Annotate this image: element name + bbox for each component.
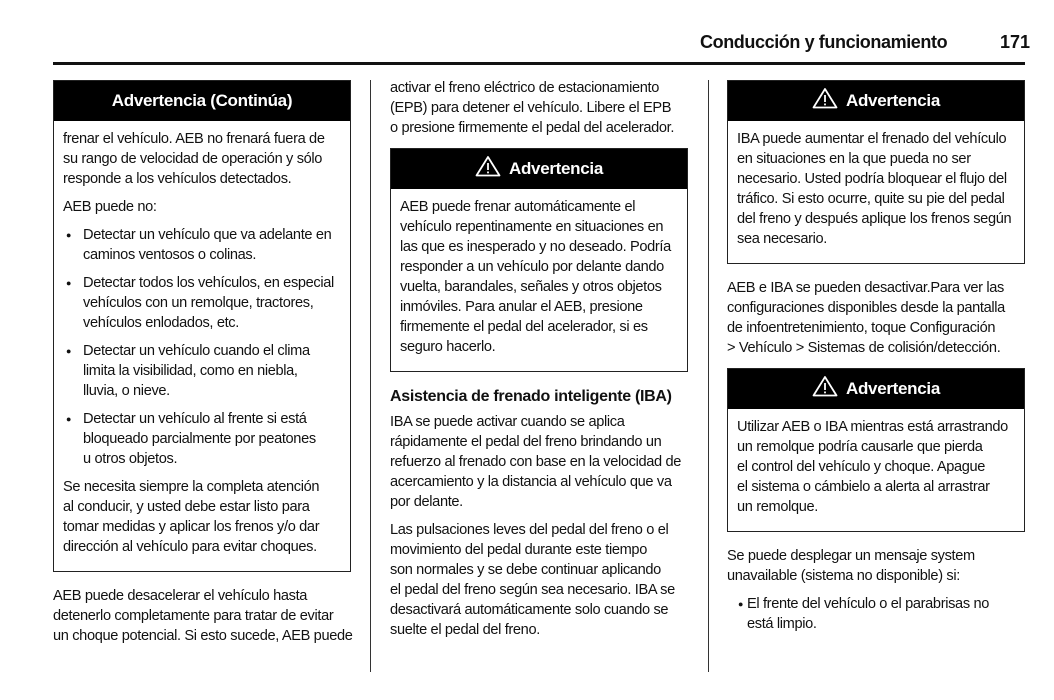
- text-line: AEB puede no:: [63, 199, 157, 215]
- page-number: 171: [1000, 32, 1031, 52]
- text-line: bloqueado parcialmente por peatones: [83, 431, 316, 447]
- warning-header: [728, 369, 1024, 409]
- bullet-text: [83, 273, 334, 333]
- warning-title: Advertencia (Continúa): [111, 91, 293, 110]
- text-line: unavailable (sistema no disponible) si:: [727, 568, 960, 584]
- text-line: IBA se puede activar cuando se aplica: [390, 414, 625, 430]
- text-line: dirección al vehículo para evitar choques.: [63, 539, 317, 555]
- text-line: al conducir, y usted debe estar listo para: [63, 499, 310, 515]
- paragraph: [727, 278, 1025, 358]
- text-line: el sistema o cámbielo a alerta al arrastrar: [737, 479, 990, 495]
- text-line: lluvia, o nieve.: [83, 383, 170, 399]
- warning-box: [390, 148, 688, 372]
- text-line: suelte el pedal del freno.: [390, 622, 540, 638]
- text-line: AEB puede frenar automáticamente el: [400, 199, 636, 215]
- bullet-item: [63, 409, 341, 469]
- text-line: responder a un vehículo por delante dando: [400, 259, 664, 275]
- bullet-item: [63, 225, 341, 265]
- text-line: IBA puede aumentar el frenado del vehículo: [737, 131, 1007, 147]
- text-line: Las pulsaciones leves del pedal del freno o el: [390, 522, 669, 538]
- text-line: de infoentretenimiento, toque Configuración: [727, 320, 996, 336]
- paragraph: [737, 417, 1015, 517]
- paragraph: [390, 78, 688, 138]
- bullet-item: [727, 594, 1025, 634]
- warning-box: [53, 80, 351, 572]
- text-line: inmóviles. Para anular el AEB, presione: [400, 299, 643, 315]
- warning-body: [54, 121, 350, 571]
- text-line: Detectar todos los vehículos, en especial: [83, 275, 334, 291]
- text-line: las que es inesperado y no deseado. Podría: [400, 239, 671, 255]
- text-line: está limpio.: [747, 616, 817, 632]
- text-line: tráfico. Si esto ocurre, quite su pie del pedal: [737, 191, 1005, 207]
- column-1: [53, 78, 351, 654]
- text-line: vehículo repentinamente en situaciones en: [400, 219, 664, 235]
- text-line: firmemente el pedal del acelerador, si es: [400, 319, 648, 335]
- text-line: o presione firmemente el pedal del acelerador.: [390, 120, 675, 136]
- text-line: configuraciones disponibles desde la pantalla: [727, 300, 1005, 316]
- warning-triangle-icon: [812, 91, 846, 110]
- text-line: por delante.: [390, 494, 463, 510]
- text-line: Detectar un vehículo cuando el clima: [83, 343, 310, 359]
- text-line: Detectar un vehículo al frente si está: [83, 411, 307, 427]
- paragraph: [390, 520, 688, 640]
- section-title: Conducción y funcionamiento: [700, 32, 948, 52]
- bullet-icon: ●: [738, 599, 744, 609]
- text-line: sea necesario.: [737, 231, 828, 247]
- text-line: > Vehículo > Sistemas de colisión/detección.: [727, 340, 1001, 356]
- text-line: El frente del vehículo o el parabrisas no: [747, 596, 990, 612]
- bullet-icon: ●: [66, 414, 72, 424]
- text-line: seguro hacerlo.: [400, 339, 496, 355]
- text-line: movimiento del pedal durante este tiempo: [390, 542, 647, 558]
- bullet-text: [747, 594, 989, 634]
- warning-box: [727, 368, 1025, 532]
- paragraph: [63, 477, 341, 557]
- warning-title: Advertencia: [845, 91, 941, 110]
- text-line: AEB puede desacelerar el vehículo hasta: [53, 588, 308, 604]
- paragraph: [737, 129, 1015, 249]
- text-line: el pedal del freno según sea necesario. IBA se: [390, 582, 675, 598]
- text-line: acercamiento y la distancia al vehículo que va: [390, 474, 672, 490]
- text-line: caminos ventosos o colinas.: [83, 247, 257, 263]
- text-line: AEB e IBA se pueden desactivar.Para ver las: [727, 280, 1004, 296]
- text-line: activar el freno eléctrico de estacionamiento: [390, 80, 659, 96]
- warning-body: [391, 189, 687, 371]
- text-line: vehículos enlodados, etc.: [83, 315, 239, 331]
- text-line: (EPB) para detener el vehículo. Libere el EPB: [390, 100, 672, 116]
- warning-triangle-icon: [475, 159, 509, 178]
- column-3: [727, 78, 1025, 642]
- text-line: un remolque.: [737, 499, 818, 515]
- text-line: rápidamente el pedal del freno brindando un: [390, 434, 662, 450]
- warning-title: Advertencia: [845, 379, 941, 398]
- column-2: [390, 78, 688, 648]
- bullet-text: [83, 225, 331, 265]
- warning-triangle-icon: [812, 379, 846, 398]
- warning-header: [54, 81, 350, 121]
- bullet-text: [83, 409, 316, 469]
- warning-header: [728, 81, 1024, 121]
- text-line: son normales y se debe continuar aplicando: [390, 562, 661, 578]
- bullet-item: [63, 341, 341, 401]
- header-rule: [53, 62, 1025, 65]
- text-line: en situaciones en la que pueda no ser: [737, 151, 971, 167]
- text-line: frenar el vehículo. AEB no frenará fuera de: [63, 131, 325, 147]
- text-line: detenerlo completamente para tratar de evitar: [53, 608, 334, 624]
- text-line: vuelta, barandales, señales y otros objetos: [400, 279, 662, 295]
- column-divider: [708, 80, 709, 672]
- text-line: Detectar un vehículo que va adelante en: [83, 227, 332, 243]
- text-line: responde a los vehículos detectados.: [63, 171, 292, 187]
- text-line: un remolque podría causarle que pierda: [737, 439, 983, 455]
- text-line: Se puede desplegar un mensaje system: [727, 548, 975, 564]
- section-heading: Asistencia de frenado inteligente (IBA): [390, 388, 672, 405]
- text-line: tomar medidas y aplicar los frenos y/o dar: [63, 519, 320, 535]
- bullet-item: [63, 273, 341, 333]
- text-line: su rango de velocidad de operación y sólo: [63, 151, 323, 167]
- text-line: u otros objetos.: [83, 451, 178, 467]
- bullet-icon: ●: [66, 230, 72, 240]
- warning-body: [728, 121, 1024, 263]
- paragraph: [727, 546, 1025, 586]
- paragraph: [63, 129, 341, 189]
- warning-header: [391, 149, 687, 189]
- warning-title: Advertencia: [508, 159, 604, 178]
- text-line: un choque potencial. Si esto sucede, AEB puede: [53, 628, 353, 644]
- paragraph: [53, 586, 351, 646]
- bullet-icon: ●: [66, 346, 72, 356]
- text-line: desactivará automáticamente solo cuando se: [390, 602, 669, 618]
- text-line: el control del vehículo y choque. Apague: [737, 459, 986, 475]
- text-line: Utilizar AEB o IBA mientras está arrastrando: [737, 419, 1008, 435]
- warning-box: [727, 80, 1025, 264]
- bullet-text: [83, 341, 310, 401]
- text-line: necesario. Usted podría bloquear el flujo del: [737, 171, 1007, 187]
- column-divider: [370, 80, 371, 672]
- text-line: refuerzo al frenado con base en la velocidad de: [390, 454, 682, 470]
- warning-body: [728, 409, 1024, 531]
- bullet-icon: ●: [66, 278, 72, 288]
- text-line: limita la visibilidad, como en niebla,: [83, 363, 298, 379]
- paragraph: [63, 197, 341, 217]
- text-line: vehículos con un remolque, tractores,: [83, 295, 314, 311]
- text-line: Se necesita siempre la completa atención: [63, 479, 320, 495]
- paragraph: [400, 197, 678, 357]
- text-line: del freno y después aplique los frenos según: [737, 211, 1012, 227]
- paragraph: [390, 412, 688, 512]
